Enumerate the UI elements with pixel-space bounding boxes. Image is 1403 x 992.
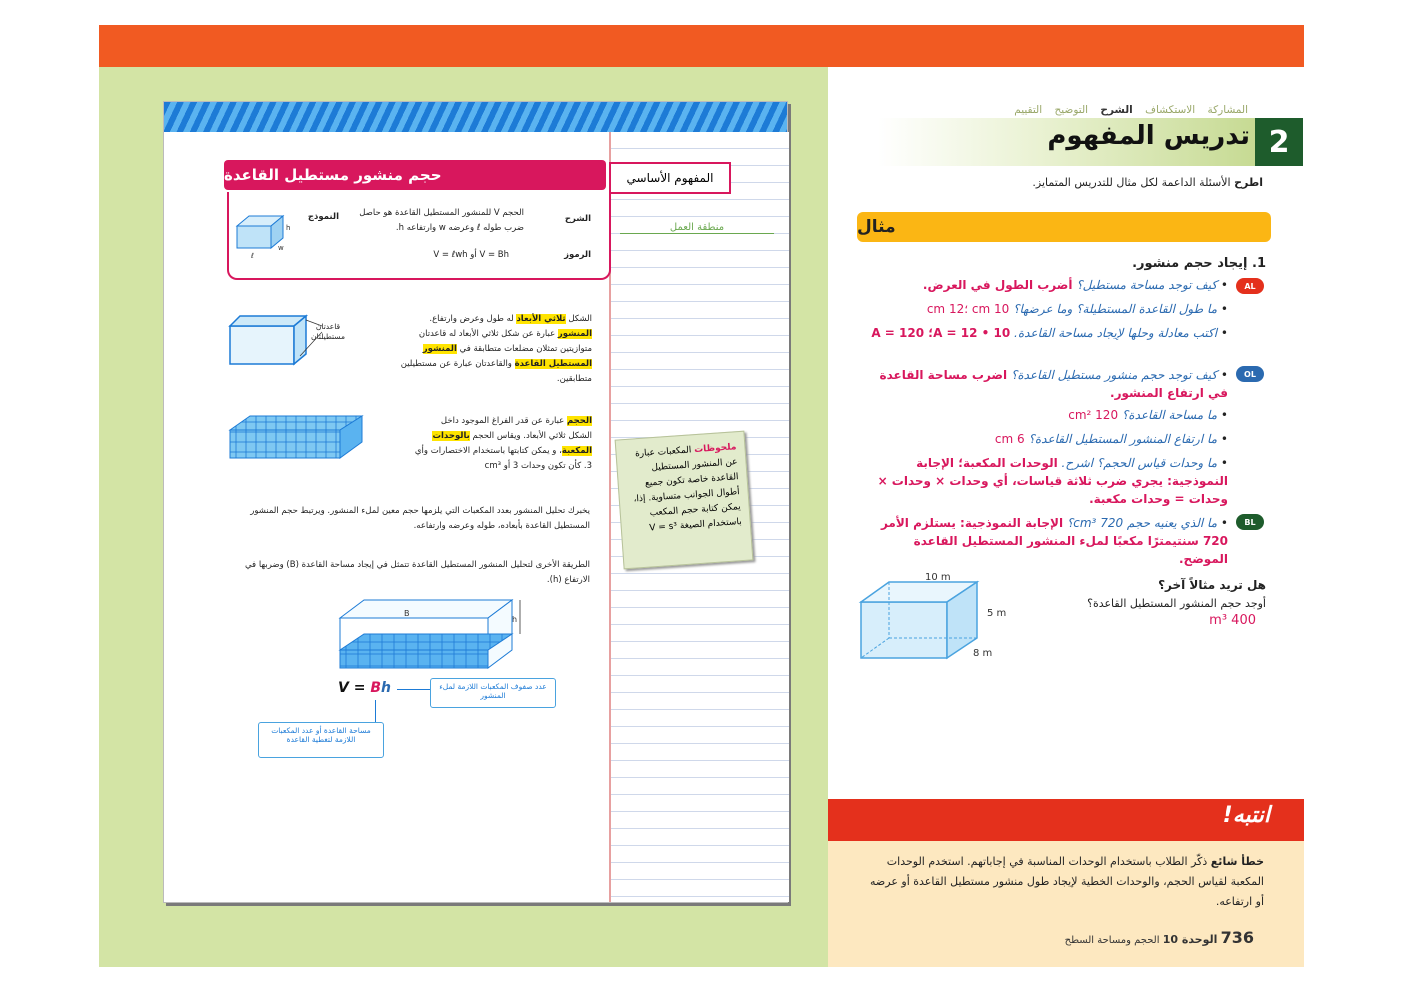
prism-bases-figure: [226, 312, 356, 372]
lesson-phase-tabs: [980, 104, 1248, 116]
explanation-text: الحجم V للمنشور المستطيل القاعدة هو حاصل ضرب طوله ℓ وعرضه w وارتفاعه h.: [359, 208, 524, 233]
ol-q1: • كيف توجد حجم منشور مستطيل القاعدة؟ اضرب مساحة القاعدة في ارتفاع المنشور.: [879, 368, 1228, 400]
callout-rows: عدد صفوف المكعبات اللازمة لملء المنشور: [430, 678, 556, 708]
section-number: 2: [1255, 118, 1303, 166]
another-example-title: هل تريد مثالاً آخر؟: [1158, 578, 1266, 592]
paragraph-decompose: يخبرك تحليل المنشور بعدد المكعبات التي يلزمها حجم معين لملء المنشور. ويرتبط حجم المنشور المستطيل القاعدة بأبعاده، طوله وعرضه وارتفاعه.: [250, 506, 590, 531]
student-page: [163, 101, 788, 903]
badge-bl: BL: [1236, 514, 1264, 530]
formula-v-bh: V = Bh: [338, 680, 391, 696]
paragraph-three-dimensional: الشكل ثلاثي الأبعاد له طول وعرض وارتفاع. المنشور عبارة عن شكل ثلاثي الأبعاد له قاعدتان متوازيتين تمثلان مضلعات متطابقة في المنشور المستطيل القاعدة والقاعدتان عبارة عن مستطيلين متطابقين.: [400, 314, 592, 384]
al-q1: • كيف توجد مساحة مستطيل؟ أضرب الطول في العرض.: [922, 278, 1228, 292]
badge-ol: OL: [1236, 366, 1264, 382]
caution-title: انتبه!: [1222, 803, 1270, 828]
intro-text: اطرح الأسئلة الداعمة لكل مثال للتدريس المتمايز.: [1032, 176, 1263, 189]
another-example-question: أوجد حجم المنشور المستطيل القاعدة؟: [1087, 597, 1266, 610]
top-color-bar: [99, 25, 1304, 67]
callout-arrow-up: [375, 700, 376, 722]
another-example-answer: 400 m³: [1209, 613, 1256, 628]
layered-prism-figure: [334, 594, 534, 674]
svg-text:8 m: 8 m: [973, 648, 993, 659]
svg-text:B: B: [404, 609, 410, 618]
badge-al: AL: [1236, 278, 1264, 294]
common-mistake-text: خطأ شائع ذكّر الطلاب باستخدام الوحدات المناسبة في إجاباتهم. استخدم الوحدات المكعبة لقياس الحجم، والوحدات الخطية لإيجاد طول منشور مستطيل القاعدة أو عرضه أو ارتفاعه.: [870, 855, 1264, 908]
footer-unit: الوحدة 10: [1162, 933, 1218, 946]
student-page-stripe: [164, 102, 787, 132]
symbols-label: الرموز: [564, 250, 591, 260]
lesson-title: حجم منشور مستطيل القاعدة: [224, 160, 606, 190]
tab-evaluate[interactable]: التقييم: [1014, 104, 1043, 116]
tab-engage[interactable]: المشاركة: [1207, 104, 1248, 116]
example-banner: مثال: [857, 212, 1271, 242]
al-q3: • اكتب معادلة وحلها لإيجاد مساحة القاعدة. A = 12 • 10؛ A = 120: [871, 326, 1228, 340]
paragraph-volume: الحجم عبارة عن قدر الفراغ الموجود داخل الشكل ثلاثي الأبعاد. ويقاس الحجم بالوحدات المكعبة، و يمكن كتابتها باستخدام الاختصارات وأي 3. كأن تكون وحدات 3 أو cm³: [414, 416, 592, 471]
svg-text:10 m: 10 m: [925, 572, 951, 583]
svg-text:ℓ: ℓ: [251, 252, 254, 258]
section-title: تدريس المفهوم: [1047, 121, 1250, 151]
question-title: 1. إيجاد حجم منشور.: [1132, 256, 1266, 271]
ol-q3: • ما ارتفاع المنشور المستطيل القاعدة؟ 6 cm: [994, 432, 1228, 446]
callout-arrow-right: [397, 689, 430, 690]
svg-text:h: h: [512, 615, 518, 624]
ol-q2: • ما مساحة القاعدة؟ 120 cm²: [1068, 408, 1228, 422]
bases-label: قاعدتان مستطيلتان: [311, 322, 345, 341]
symbols-formula: V = Bh أو V = ℓwh: [433, 250, 509, 260]
key-concept-label: المفهوم الأساسي: [609, 162, 731, 194]
svg-text:w: w: [278, 244, 284, 252]
page-footer: [1000, 928, 1266, 947]
model-prism-icon: [231, 206, 297, 258]
tab-elaborate[interactable]: التوضيح: [1054, 104, 1089, 116]
callout-base-area: مساحة القاعدة أو عدد المكعبات اللازمة لتغطية القاعدة: [258, 722, 384, 758]
tab-explore[interactable]: الاستكشاف: [1145, 104, 1196, 116]
tab-explain[interactable]: الشرح: [1100, 104, 1133, 116]
model-label: النموذج: [307, 212, 339, 222]
cube-grid-figure: [226, 412, 368, 462]
svg-text:h: h: [286, 224, 291, 232]
al-q2: • ما طول القاعدة المستطيلة؟ وما عرضها؟ 10 cm ؛12 cm: [926, 302, 1228, 316]
svg-text:5 m: 5 m: [987, 608, 1007, 619]
explanation-label: الشرح: [564, 214, 591, 224]
sticky-note: ملحوظات المكعبات عبارة عن المنشور المستطيل القاعدة خاصة تكون جميع أطوال الجوانب متساوية. إذا، يمكن كتابة حجم المكعب باستخدام الصيغة V = s³: [615, 431, 754, 570]
example-prism-figure: [855, 572, 1015, 664]
page-number: 736: [1220, 928, 1254, 947]
footer-topic: الحجم ومساحة السطح: [1064, 935, 1160, 946]
ol-q4: • ما وحدات قياس الحجم؟ اشرح. الوحدات المكعبة؛ الإجابة النموذجية: يجري ضرب ثلاثة قياسات، أي وحدات × وحدات × وحدات = وحدات مكعبة.: [877, 456, 1228, 506]
paragraph-base-area: الطريقة الأخرى لتحليل المنشور المستطيل القاعدة تتمثل في إيجاد مساحة القاعدة (B) وضربها في الارتفاع (h).: [244, 560, 590, 585]
work-zone-label: منطقة العمل: [620, 222, 774, 234]
definition-box: [227, 192, 611, 280]
bl-q1: • ما الذي يعنيه حجم 720 cm³؟ الإجابة النموذجية: يستلزم الأمر 720 سنتيمترًا مكعبًا لملء المنشور المستطيل القاعدة الموضح.: [880, 516, 1228, 566]
